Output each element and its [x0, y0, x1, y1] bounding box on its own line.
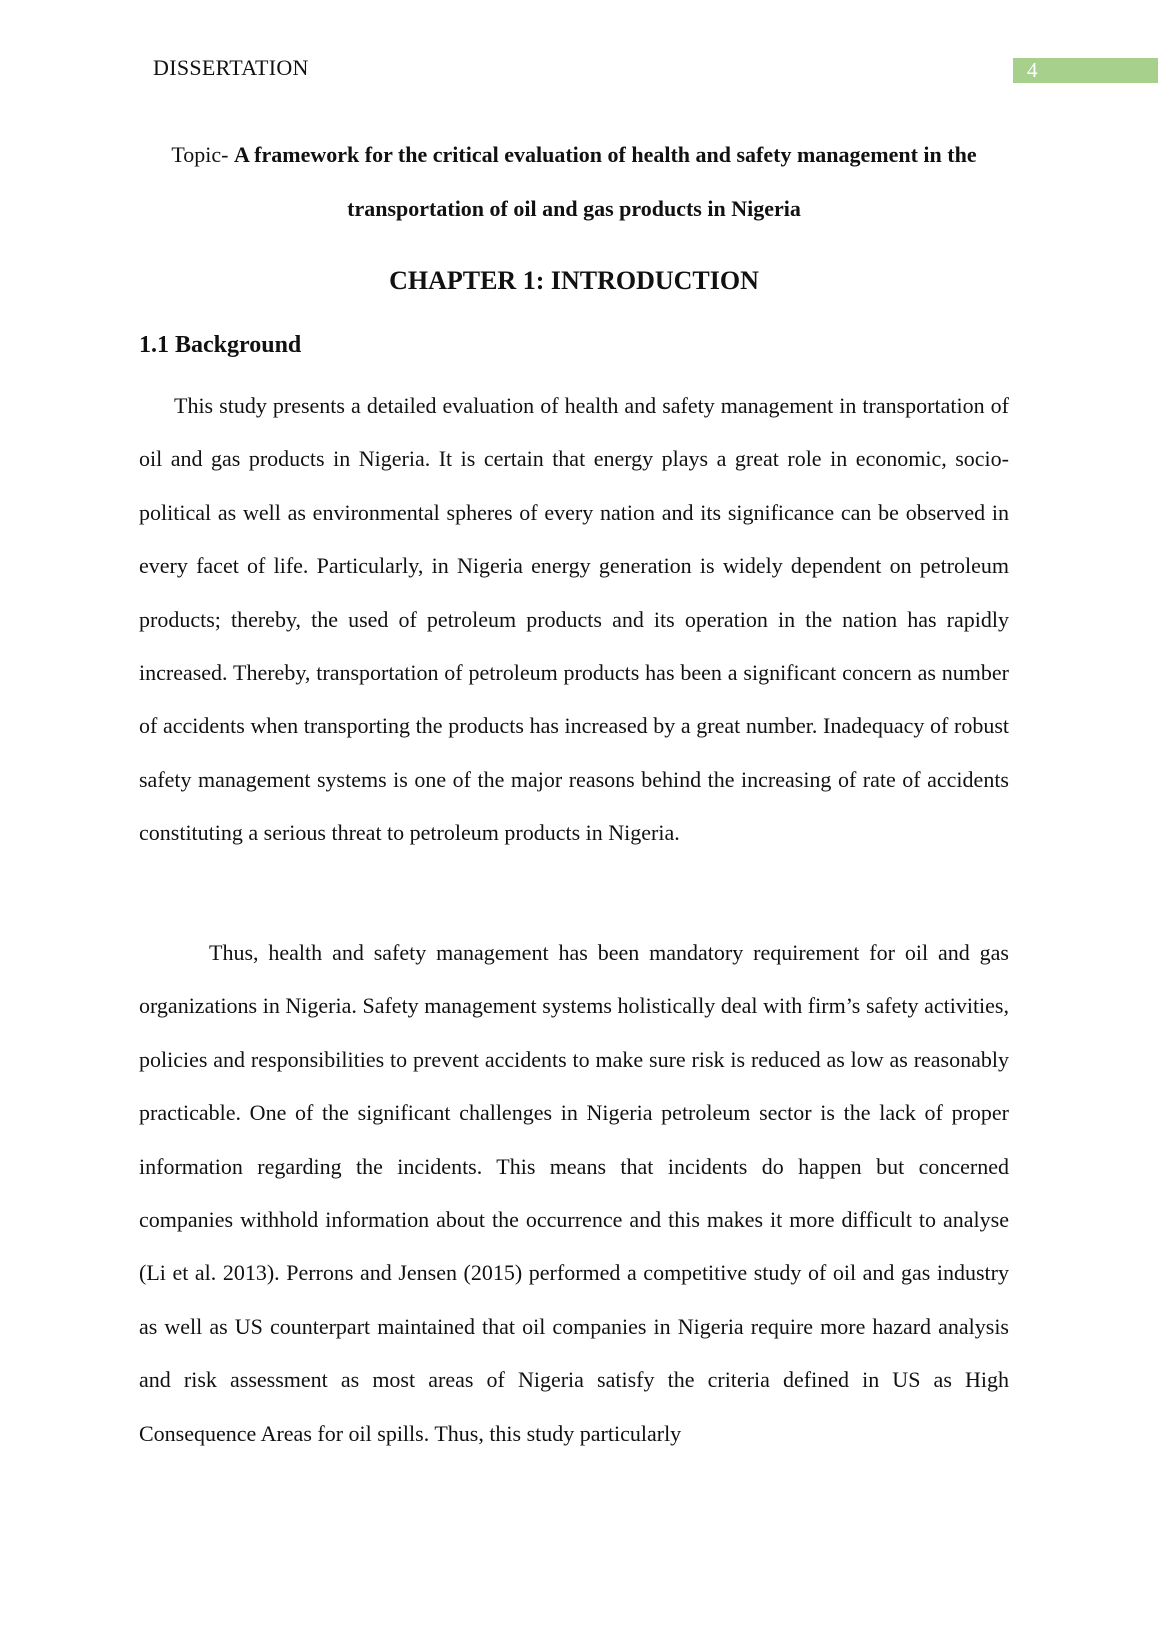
section-heading: 1.1 Background	[139, 332, 302, 358]
topic-line	[139, 128, 1009, 236]
body-paragraph: Thus, health and safety management has been mandatory requirement for oil and gas organizations in Nigeria. Safety management systems holistically deal with firm’s safety activities, policies and responsibilities to prevent accidents to make sure risk is reduced as low as reasonably practicable. One of the significant challenges in Nigeria petroleum sector is the lack of proper information regarding the incidents. This means that incidents do happen but concerned companies withhold information about the occurrence and this makes it more difficult to analyse (Li et al. 2013). Perrons and Jensen (2015) performed a competitive study of oil and gas industry as well as US counterpart maintained that oil companies in Nigeria require more hazard analysis and risk assessment as most areas of Nigeria satisfy the criteria defined in US as High Consequence Areas for oil spills. Thus, this study particularly	[139, 940, 1009, 1446]
running-head: DISSERTATION	[153, 55, 309, 80]
topic-title: A framework for the critical evaluation of health and safety management in the transportation of oil and gas products in Nigeria	[234, 142, 977, 221]
page-number: 4	[1013, 58, 1158, 83]
body-paragraph: This study presents a detailed evaluation of health and safety management in transportation of oil and gas products in Nigeria. It is certain that energy plays a great role in economic, socio-political as well as environmental spheres of every nation and its significance can be observed in every facet of life. Particularly, in Nigeria energy generation is widely dependent on petroleum products; thereby, the used of petroleum products and its operation in the nation has rapidly increased. Thereby, transportation of petroleum products has been a significant concern as number of accidents when transporting the products has increased by a great number. Inadequacy of robust safety management systems is one of the major reasons behind the increasing of rate of accidents constituting a serious threat to petroleum products in Nigeria.	[139, 393, 1009, 846]
topic-prefix: Topic-	[171, 142, 234, 167]
chapter-heading: CHAPTER 1: INTRODUCTION	[389, 266, 759, 295]
